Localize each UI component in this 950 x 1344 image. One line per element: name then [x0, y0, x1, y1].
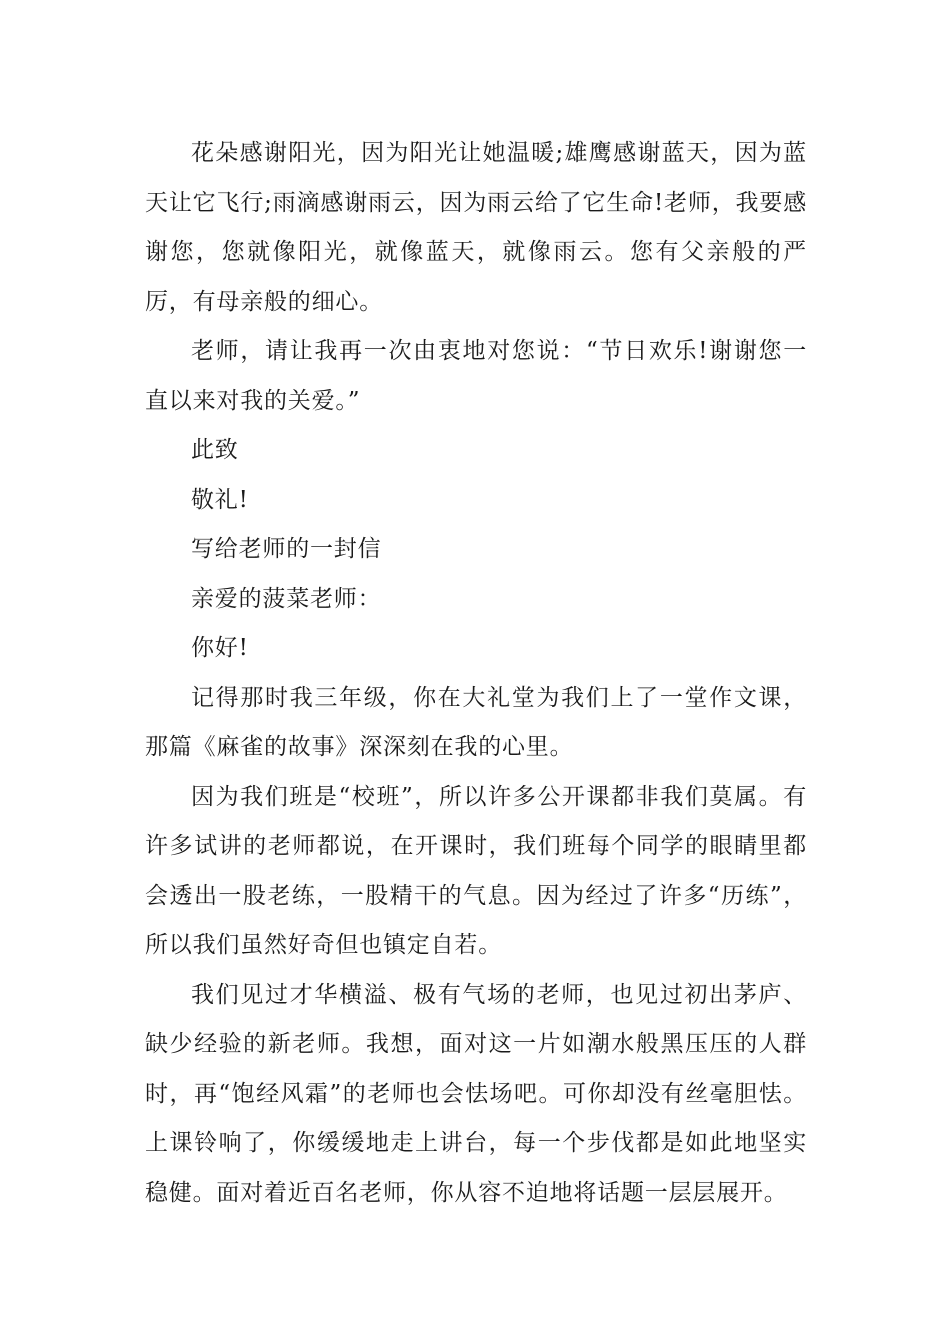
paragraph-gratitude: 花朵感谢阳光，因为阳光让她温暖;雄鹰感谢蓝天，因为蓝天让它飞行;雨滴感谢雨云，因为雨云给了它生命!老师，我要感谢您，您就像阳光，就像蓝天，就像雨云。您有父亲般的严厉，有母亲般的细心。: [145, 140, 807, 315]
letter-title: 写给老师的一封信: [191, 536, 382, 562]
paragraph-teachers: 我们见过才华横溢、极有气场的老师，也见过初出茅庐、缺少经验的新老师。我想，面对这一片如潮水般黑压压的人群时，再“饱经风霜”的老师也会怯场吧。可你却没有丝毫胆怯。上课铃响了，你缓缓地走上讲台，每一个步伐都是如此地坚实稳健。面对着近百名老师，你从容不迫地将话题一层层展开。: [145, 981, 807, 1206]
paragraph-memory: 记得那时我三年级，你在大礼堂为我们上了一堂作文课，那篇《麻雀的故事》深深刻在我的心里。: [145, 684, 807, 760]
paragraph-holiday-wish: 老师，请让我再一次由衷地对您说：“节日欢乐!谢谢您一直以来对我的关爱。”: [145, 338, 807, 414]
paragraph-class: 因为我们班是“校班”，所以许多公开课都非我们莫属。有许多试讲的老师都说，在开课时，我们班每个同学的眼睛里都会透出一股老练，一股精干的气息。因为经过了许多“历练”，所以我们虽然好奇但也镇定自若。: [145, 783, 807, 958]
closing-salutation: 此致: [191, 437, 239, 463]
letter-greeting: 亲爱的菠菜老师：: [191, 585, 382, 612]
letter-hello: 你好!: [191, 635, 249, 661]
closing-regards: 敬礼!: [191, 486, 249, 513]
letter-body: [145, 129, 807, 1218]
